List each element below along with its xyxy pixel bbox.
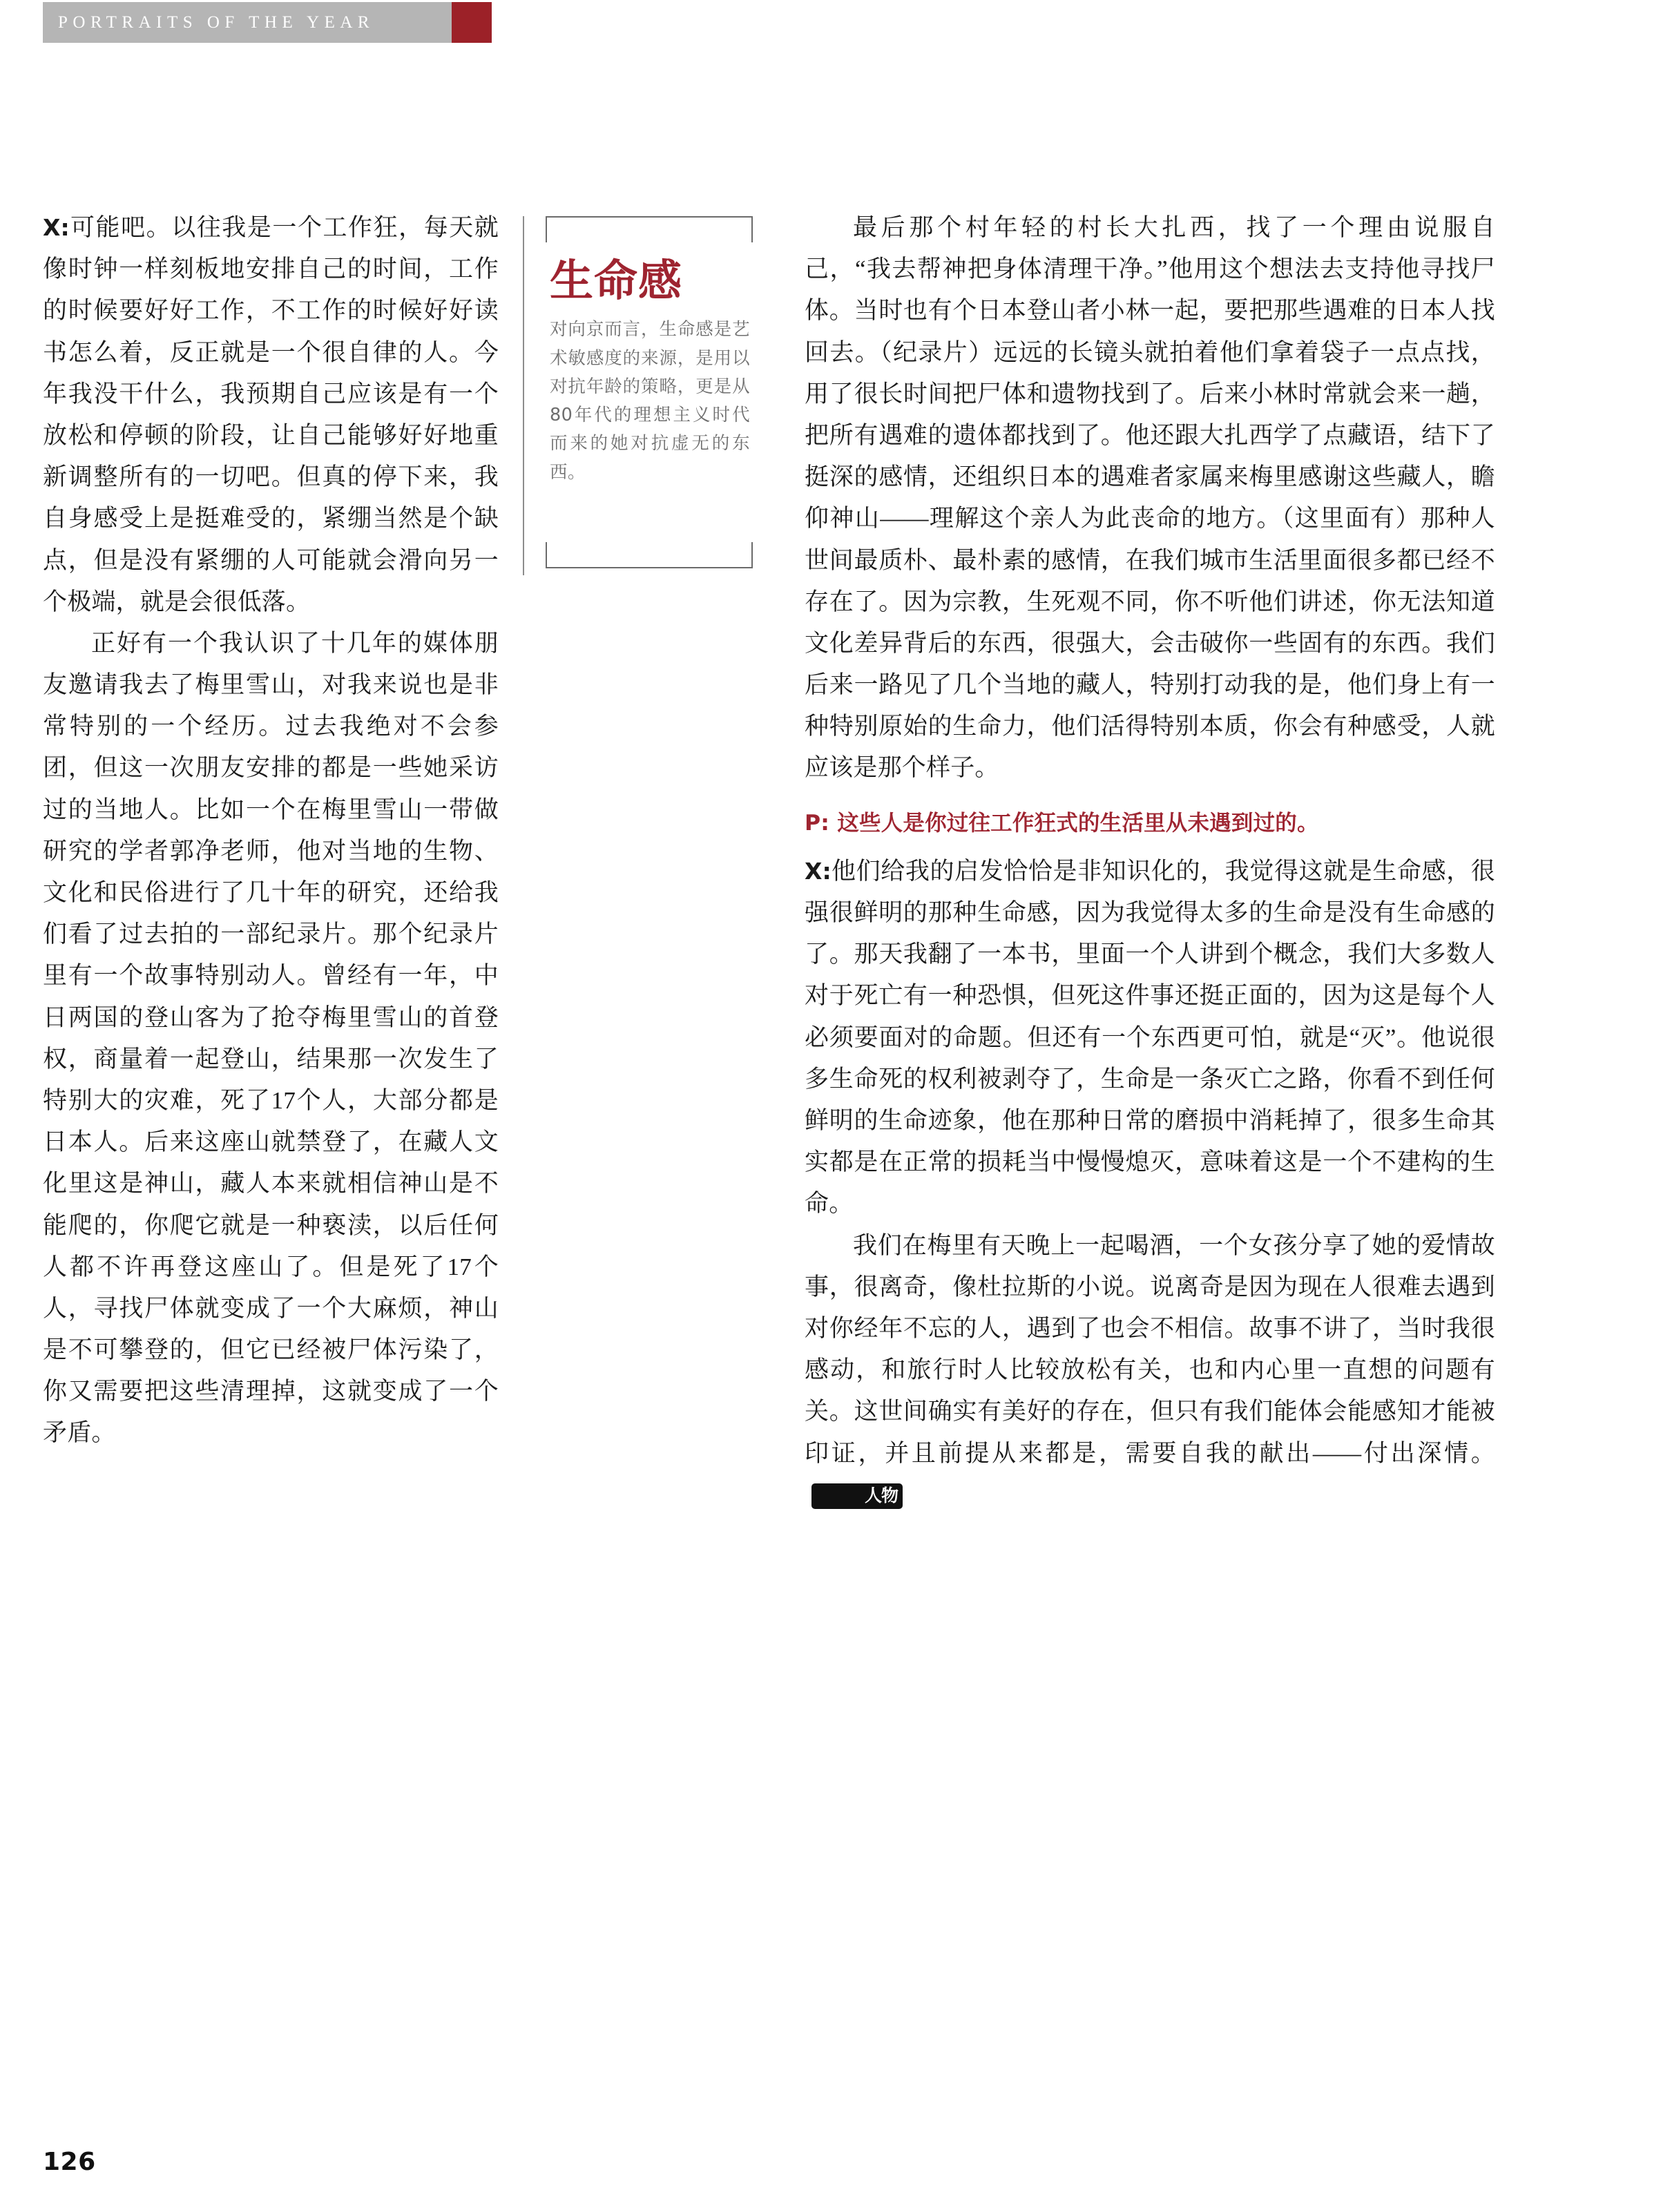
pull-quote-corner-bottom-left: [546, 542, 547, 568]
running-header: [43, 2, 492, 43]
body-column-left: [43, 207, 499, 1454]
question-text: 这些人是你过往工作狂式的生活里从未遇到过的。: [837, 810, 1319, 836]
pull-quote-box: [546, 216, 753, 568]
pull-quote-bottom-rule: [546, 567, 753, 568]
running-header-title: PORTRAITS OF THE YEAR: [58, 13, 375, 32]
pull-quote-heading: 生命感: [550, 256, 682, 306]
running-header-bar: [43, 2, 452, 43]
pull-quote-body: 对向京而言，生命感是艺术敏感度的来源，是用以对抗年龄的策略，更是从80年代的理想主义时代而来的她对抗虚无的东西。: [550, 319, 750, 483]
running-header-accent-block: [452, 2, 492, 43]
page-number: 126: [43, 2148, 96, 2176]
interview-question: [805, 807, 1495, 840]
paragraph-text: 他们给我的启发恰恰是非知识化的，我觉得这就是生命感，很强很鲜明的那种生命感，因为我觉得太多的生命是没有生命感的了。那天我翻了一本书，里面一个人讲到个概念，我们大多数人对于死亡有一种恐惧，但死这件事还挺正面的，因为这是每个人必须要面对的命题。但还有一个东西更可怕，就是“灭”。他说很多生命死的权利被剥夺了，生命是一条灭亡之路，你看不到任何鲜明的生命迹象，他在那种日常的磨损中消耗掉了，很多生命其实都是在正常的损耗当中慢慢熄灭，意味着这是一个不建构的生命。: [805, 857, 1495, 1218]
column-divider-rule: [523, 216, 524, 575]
paragraph-text: 可能吧。以往我是一个工作狂，每天就像时钟一样刻板地安排自己的时间，工作的时候要好好工作，不工作的时候好好读书怎么着，反正就是一个很自律的人。今年我没干什么，我预期自己应该是有一个放松和停顿的阶段，让自己能够好好地重新调整所有的一切吧。但真的停下来，我自身感受上是挺难受的，紧绷当然是个缺点，但是没有紧绷的人可能就会滑向另一个极端，就是会很低落。: [43, 214, 499, 615]
end-mark-logo: 人物: [811, 1483, 903, 1509]
speaker-label: X:: [805, 857, 832, 885]
pull-quote-top-rule: [546, 216, 753, 218]
speaker-label: X:: [43, 214, 70, 241]
pull-quote-content: [550, 256, 750, 487]
pull-quote-corner-bottom-right: [751, 542, 753, 568]
question-speaker-label: P:: [805, 810, 830, 836]
pull-quote-corner-top-right: [751, 216, 753, 242]
paragraph-text: 我们在梅里有天晚上一起喝酒，一个女孩分享了她的爱情故事，很离奇，像杜拉斯的小说。说离奇是因为现在人很难去遇到对你经年不忘的人，遇到了也会不相信。故事不讲了，当时我很感动，和旅行时人比较放松有关，也和内心里一直想的问题有关。这世间确实有美好的存在，但只有我们能体会能感知才能被印证，并且前提从来都是，需要自我的献出——付出深情。: [805, 1231, 1495, 1467]
paragraph: [805, 1225, 1495, 1516]
paragraph: [805, 851, 1495, 1225]
pull-quote-corner-top-left: [546, 216, 547, 242]
paragraph: [43, 207, 499, 623]
body-column-right: [805, 207, 1495, 1516]
paragraph: 正好有一个我认识了十几年的媒体朋友邀请我去了梅里雪山，对我来说也是非常特别的一个经历。过去我绝对不会参团，但这一次朋友安排的都是一些她采访过的当地人。比如一个在梅里雪山一带做研究的学者郭净老师，他对当地的生物、文化和民俗进行了几十年的研究，还给我们看了过去拍的一部纪录片。那个纪录片里有一个故事特别动人。曾经有一年，中日两国的登山客为了抢夺梅里雪山的首登权，商量着一起登山，结果那一次发生了特别大的灾难，死了17个人，大部分都是日本人。后来这座山就禁登了，在藏人文化里这是神山，藏人本来就相信神山是不能爬的，你爬它就是一种亵渎，以后任何人都不许再登这座山了。但是死了17个人，寻找尸体就变成了一个大麻烦，神山是不可攀登的，但它已经被尸体污染了，你又需要把这些清理掉，这就变成了一个矛盾。: [43, 629, 499, 1447]
paragraph: 最后那个村年轻的村长大扎西，找了一个理由说服自己，“我去帮神把身体清理干净。”他用这个想法去支持他寻找尸体。当时也有个日本登山者小林一起，要把那些遇难的日本人找回去。（纪录片）远远的长镜头就拍着他们拿着袋子一点点找，用了很长时间把尸体和遗物找到了。后来小林时常就会来一趟，把所有遇难的遗体都找到了。他还跟大扎西学了点藏语，结下了挺深的感情，还组织日本的遇难者家属来梅里感谢这些藏人，瞻仰神山——理解这个亲人为此丧命的地方。（这里面有）那种人世间最质朴、最朴素的感情，在我们城市生活里面很多都已经不存在了。因为宗教，生死观不同，你不听他们讲述，你无法知道文化差异背后的东西，很强大，会击破你一些固有的东西。我们后来一路见了几个当地的藏人，特别打动我的是，他们身上有一种特别原始的生命力，他们活得特别本质，你会有种感受，人就应该是那个样子。: [805, 214, 1495, 782]
